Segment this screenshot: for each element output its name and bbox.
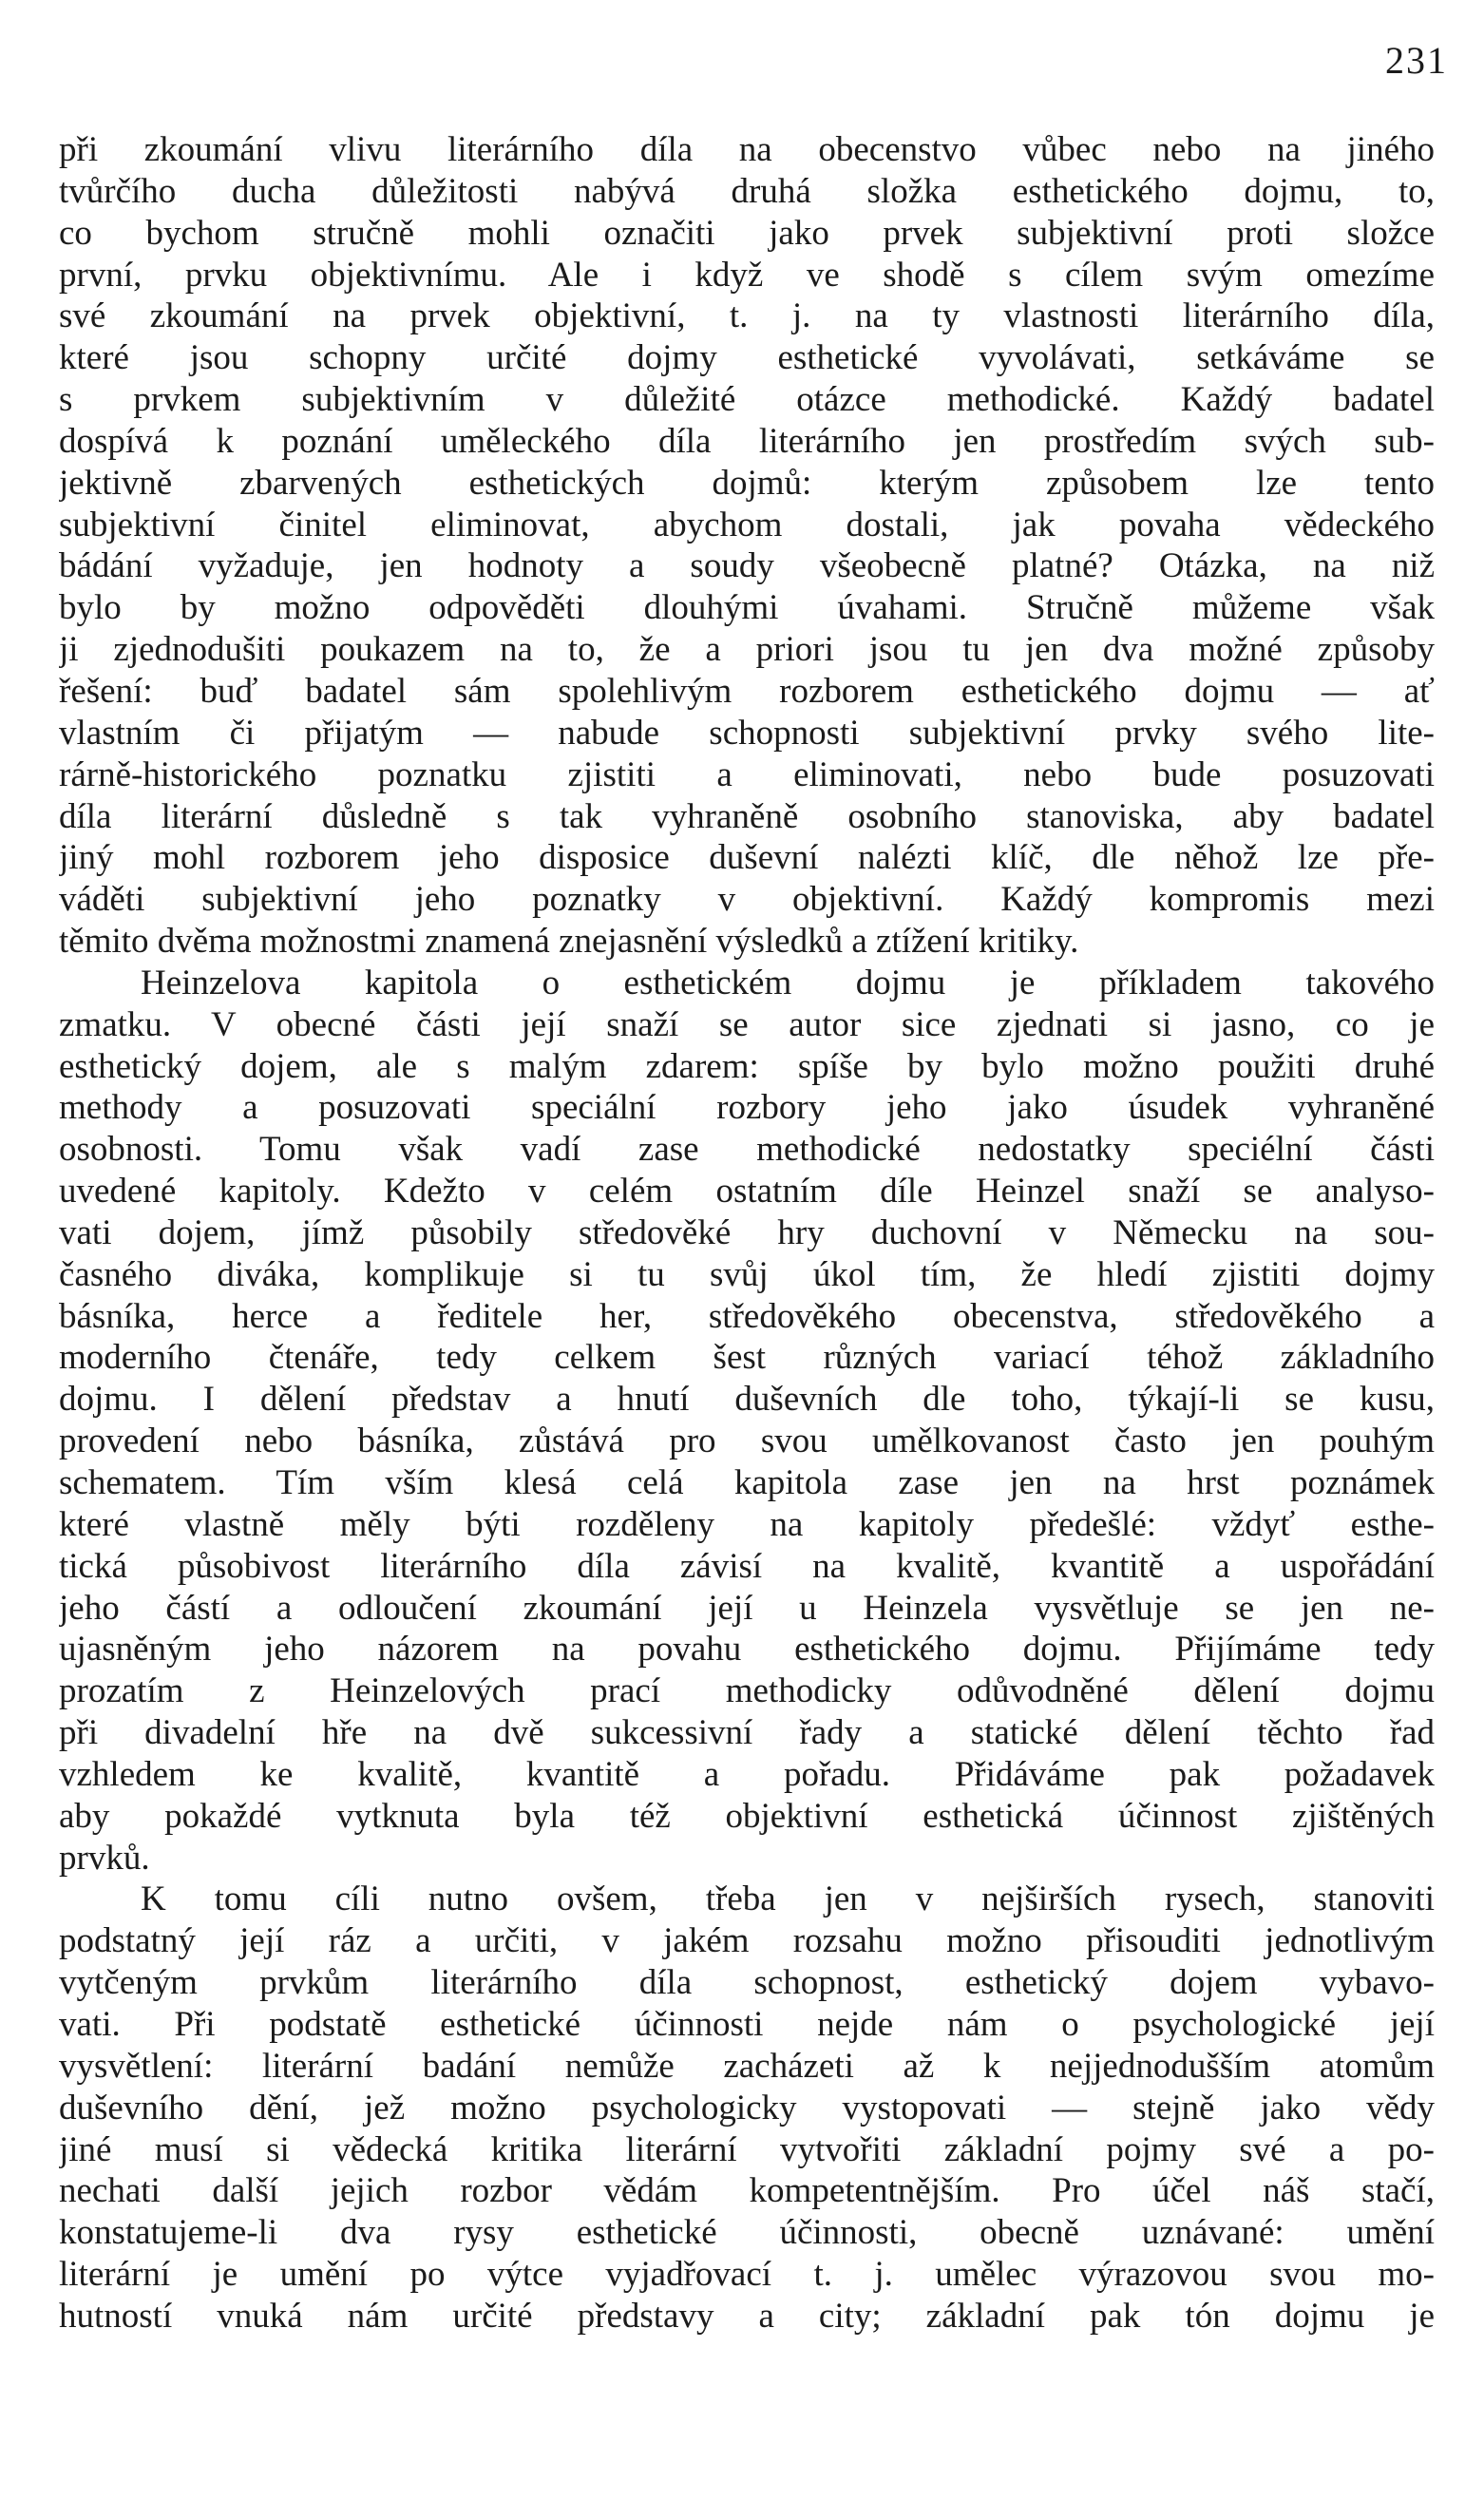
text-line: co bychom stručně mohli označiti jako prvek subjektivní proti složce — [59, 213, 1435, 253]
text-line: vlastním či přijatým — nabude schopnosti subjektivní prvky svého lite- — [59, 713, 1435, 753]
text-line: esthetický dojem, ale s malým zdarem: spíše by bylo možno použiti druhé — [59, 1046, 1435, 1086]
text-line: s prvkem subjektivním v důležité otázce methodické. Každý badatel — [59, 380, 1435, 420]
text-line: jiné musí si vědecká kritika literární vytvořiti základní pojmy své a po- — [59, 2129, 1435, 2169]
text-line: uvedené kapitoly. Kdežto v celém ostatním díle Heinzel snaží se analyso- — [59, 1172, 1435, 1212]
text-line: tická působivost literárního díla závisí na kvalitě, kvantitě a uspořádání — [59, 1546, 1435, 1586]
text-line: hutností vnuká nám určité představy a city; základní pak tón dojmu je — [59, 2296, 1435, 2336]
text-line: vytčeným prvkům literárního díla schopnost, esthetický dojem vybavo- — [59, 1963, 1435, 2003]
text-line: schematem. Tím vším klesá celá kapitola zase jen na hrst poznámek — [59, 1463, 1435, 1502]
text-line: bádání vyžaduje, jen hodnoty a soudy všeobecně platné? Otázka, na niž — [59, 546, 1435, 586]
text-line: při divadelní hře na dvě sukcessivní řady a statické dělení těchto řad — [59, 1713, 1435, 1753]
text-line: díla literární důsledně s tak vyhraněně osobního stanoviska, aby badatel — [59, 796, 1435, 836]
text-line: provedení nebo básníka, zůstává pro svou umělkovanost často jen pouhým — [59, 1422, 1435, 1461]
text-line: básníka, herce a ředitele her, středověkého obecenstva, středověkého a — [59, 1296, 1435, 1336]
text-line: těmito dvěma možnostmi znamená znejasnění výsledků a ztížení kritiky. — [59, 922, 1079, 962]
text-line: při zkoumání vlivu literárního díla na obecenstvo vůbec nebo na jiného — [59, 130, 1435, 169]
page-number: 231 — [1385, 39, 1448, 82]
body-text — [59, 129, 1435, 2338]
text-line: vysvětlení: literární badání nemůže zacházeti až k nejjednodušším atomům — [59, 2046, 1435, 2086]
text-line: rárně-historického poznatku zjistiti a eliminovati, nebo bude posuzovati — [59, 754, 1435, 794]
text-line: vzhledem ke kvalitě, kvantitě a pořadu. Přidáváme pak požadavek — [59, 1754, 1435, 1794]
text-line: prozatím z Heinzelových prací methodicky odůvodněné dělení dojmu — [59, 1671, 1435, 1711]
text-line: řešení: buď badatel sám spolehlivým rozborem esthetického dojmu — ať — [59, 671, 1435, 711]
text-line: jektivně zbarvených esthetických dojmů: kterým způsobem lze tento — [59, 463, 1435, 503]
text-line: časného diváka, komplikuje si tu svůj úkol tím, že hledí zjistiti dojmy — [59, 1254, 1435, 1294]
text-line: první, prvku objektivnímu. Ale i když ve shodě s cílem svým omezíme — [59, 255, 1435, 295]
text-line: literární je umění po výtce vyjadřovací t. j. umělec výrazovou svou mo- — [59, 2255, 1435, 2295]
text-line: dojmu. I dělení představ a hnutí duševních dle toho, týkají-li se kusu, — [59, 1380, 1435, 1420]
text-line: váděti subjektivní jeho poznatky v objektivní. Každý kompromis mezi — [59, 880, 1435, 920]
text-line: podstatný její ráz a určiti, v jakém rozsahu možno přisouditi jednotlivým — [59, 1921, 1435, 1961]
text-line: zmatku. V obecné části její snaží se autor sice zjednati si jasno, co je — [59, 1004, 1435, 1044]
text-line: tvůrčího ducha důležitosti nabývá druhá složka esthetického dojmu, to, — [59, 171, 1435, 211]
text-line: duševního dění, jež možno psychologicky vystopovati — stejně jako vědy — [59, 2088, 1435, 2128]
text-line: prvků. — [59, 1838, 150, 1878]
text-line: K tomu cíli nutno ovšem, třeba jen v nejširších rysech, stanoviti — [141, 1880, 1435, 1919]
text-line: ji zjednodušiti poukazem na to, že a priori jsou tu jen dva možné způsoby — [59, 630, 1435, 670]
text-line: ujasněným jeho názorem na povahu esthetického dojmu. Přijímáme tedy — [59, 1630, 1435, 1670]
text-line: dospívá k poznání uměleckého díla literárního jen prostředím svých sub- — [59, 421, 1435, 461]
text-line: vati dojem, jímž působily středověké hry duchovní v Německu na sou- — [59, 1212, 1435, 1252]
text-line: jeho částí a odloučení zkoumání její u Heinzela vysvětluje se jen ne- — [59, 1588, 1435, 1628]
text-line: jiný mohl rozborem jeho disposice duševní nalézti klíč, dle něhož lze pře- — [59, 838, 1435, 878]
text-line: bylo by možno odpověděti dlouhými úvahami. Stručně můžeme však — [59, 588, 1435, 628]
text-line: aby pokaždé vytknuta byla též objektivní esthetická účinnost zjištěných — [59, 1796, 1435, 1836]
text-line: konstatujeme-li dva rysy esthetické účinnosti, obecně uznávané: umění — [59, 2213, 1435, 2253]
text-line: nechati další jejich rozbor vědám kompetentnějším. Pro účel náš stačí, — [59, 2171, 1435, 2211]
text-line: moderního čtenáře, tedy celkem šest různých variací téhož základního — [59, 1338, 1435, 1378]
text-line: methody a posuzovati speciální rozbory jeho jako úsudek vyhraněné — [59, 1088, 1435, 1128]
text-line: Heinzelova kapitola o esthetickém dojmu je příkladem takového — [141, 963, 1435, 1002]
text-line: subjektivní činitel eliminovat, abychom dostali, jak povaha vědeckého — [59, 505, 1435, 544]
text-line: vati. Při podstatě esthetické účinnosti nejde nám o psychologické její — [59, 2004, 1435, 2044]
text-line: své zkoumání na prvek objektivní, t. j. na ty vlastnosti literárního díla, — [59, 296, 1435, 336]
text-line: osobnosti. Tomu však vadí zase methodické nedostatky speciélní části — [59, 1130, 1435, 1170]
text-line: které vlastně měly býti rozděleny na kapitoly předešlé: vždyť esthe- — [59, 1504, 1435, 1544]
text-line: které jsou schopny určité dojmy esthetické vyvolávati, setkáváme se — [59, 338, 1435, 378]
